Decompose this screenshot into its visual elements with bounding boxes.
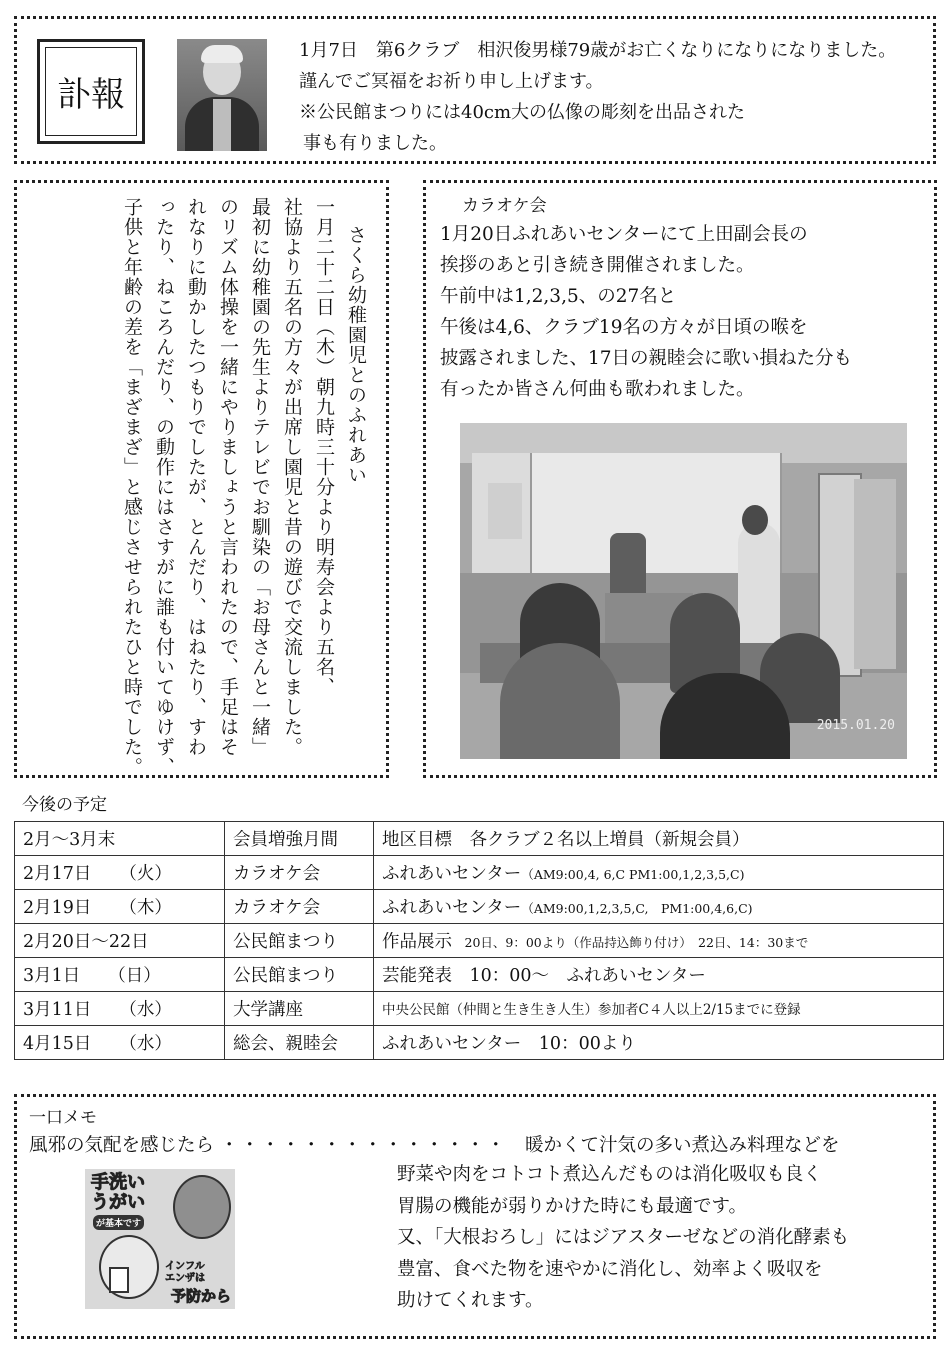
- schedule-event: 会員増強月間: [225, 822, 374, 856]
- karaoke-title: カラオケ会: [462, 196, 547, 216]
- table-row: [15, 890, 944, 924]
- schedule-date: 2月20日～22日: [15, 924, 225, 958]
- portrait-photo: [177, 39, 267, 151]
- memo-line: 野菜や肉をコトコト煮込んだものは消化吸収も良く: [397, 1164, 822, 1185]
- schedule-detail: 作品展示 20日、9：00より（作品持込飾り付け） 22日、14：30まで: [374, 924, 944, 958]
- schedule-date: 4月15日 （水）: [15, 1026, 225, 1060]
- obituary-title: 訃報: [45, 47, 137, 136]
- schedule-detail: ふれあいセンター（AM9:00,1,2,3,5,C, PM1:00,4,6,C): [374, 890, 944, 924]
- sakura-line: ったり、ねころんだり、の動作にはさすがに誰も付いてゆけず、: [153, 197, 175, 777]
- schedule-detail: 芸能発表 10：00～ ふれあいセンター: [374, 958, 944, 992]
- schedule-detail: ふれあいセンター 10：00より: [374, 1026, 944, 1060]
- karaoke-section: [423, 180, 937, 778]
- obituary-line: 1月7日 第6クラブ 相沢俊男様79歳がお亡くなりになりになりました。: [299, 40, 897, 61]
- memo-line: 豊富、食べた物を速やかに消化し、効率よく吸収を: [397, 1258, 823, 1280]
- schedule-date: 3月11日 （水）: [15, 992, 225, 1026]
- schedule-detail: ふれあいセンター（AM9:00,4, 6,C PM1:00,1,2,3,5,C): [374, 856, 944, 890]
- schedule-event: 公民館まつり: [225, 924, 374, 958]
- memo-lead: 風邪の気配を感じたら ・・・・・・・・・・・・・・ 暖かくて汁気の多い煮込み料理などを: [29, 1135, 840, 1156]
- karaoke-line: 披露されました、17日の親睦会に歌い損ねた分も: [440, 348, 853, 369]
- sakura-line: 最初に幼稚園の先生よりテレビでお馴染の「お母さんと一緒」: [249, 197, 271, 757]
- karaoke-line: 午前中は1,2,3,5、の27名と: [440, 286, 677, 307]
- karaoke-line: 挨拶のあと引き続き開催されました。: [440, 255, 755, 276]
- obituary-line: 事も有りました。: [303, 133, 447, 154]
- illus-text: 予防から: [171, 1287, 232, 1305]
- schedule-event: 公民館まつり: [225, 958, 374, 992]
- sakura-section: [14, 180, 389, 778]
- memo-text: [397, 1159, 849, 1317]
- table-row: [15, 1026, 944, 1060]
- handwash-gargle-illustration: [85, 1169, 235, 1309]
- schedule-date: 2月17日 （火）: [15, 856, 225, 890]
- illus-text: 手洗い うがい: [91, 1172, 145, 1213]
- sakura-line: 子供と年齢の差を「まざまざ」と感じさせられたひと時でした。: [121, 197, 143, 777]
- sakura-title: さくら幼稚園児とのふれあい: [345, 225, 367, 485]
- table-row: [15, 924, 944, 958]
- memo-title: 一口メモ: [29, 1108, 97, 1128]
- karaoke-photo: [460, 423, 907, 759]
- obituary-title-frame: [37, 39, 145, 144]
- memo-section: [14, 1094, 936, 1339]
- sakura-line: 一月二十二日（木）朝九時三十分より明寿会より五名、: [313, 197, 335, 697]
- karaoke-text: [440, 219, 852, 405]
- schedule-date: 2月19日 （木）: [15, 890, 225, 924]
- schedule-event: 総会、親睦会: [225, 1026, 374, 1060]
- obituary-section: [14, 16, 936, 164]
- karaoke-line: 午後は4,6、クラブ19名の方々が日頃の喉を: [440, 317, 808, 338]
- karaoke-line: 有ったか皆さん何曲も歌われました。: [440, 379, 755, 400]
- table-row: [15, 822, 944, 856]
- table-row: [15, 856, 944, 890]
- schedule-event: 大学講座: [225, 992, 374, 1026]
- schedule-title: 今後の予定: [22, 795, 107, 815]
- schedule-date: 3月1日 （日）: [15, 958, 225, 992]
- sakura-line: れなりに動かしたつもりでしたが、とんだり、はねたり、すわ: [185, 197, 207, 757]
- schedule-detail: 地区目標 各クラブ２名以上増員（新規会員）: [374, 822, 944, 856]
- obituary-text: [299, 35, 896, 159]
- schedule-detail: 中央公民館（仲間と生き生き人生）参加者C４人以上2/15までに登録: [374, 992, 944, 1026]
- obituary-line: 謹んでご冥福をお祈り申し上げます。: [299, 71, 604, 92]
- illus-text: インフル エンザは: [165, 1261, 205, 1284]
- photo-date-stamp: 2015.01.20: [816, 718, 895, 733]
- sakura-line: 社協より五名の方々が出席し園児と昔の遊びで交流しました。: [281, 197, 303, 757]
- schedule-table: [14, 821, 944, 1060]
- table-row: [15, 958, 944, 992]
- schedule-event: カラオケ会: [225, 856, 374, 890]
- schedule-event: カラオケ会: [225, 890, 374, 924]
- memo-line: 又、「大根おろし」にはジアスターゼなどの消化酵素も: [397, 1227, 850, 1248]
- illus-badge: が基本です: [93, 1215, 144, 1230]
- memo-line: 助けてくれます。: [397, 1290, 544, 1311]
- memo-line: 胃腸の機能が弱りかけた時にも最適です。: [397, 1195, 748, 1217]
- schedule-date: 2月～3月末: [15, 822, 225, 856]
- obituary-line: ※公民館まつりには40cm大の仏像の彫刻を出品された: [299, 102, 746, 123]
- table-row: [15, 992, 944, 1026]
- sakura-vertical-text: [27, 197, 372, 777]
- karaoke-line: 1月20日ふれあいセンターにて上田副会長の: [440, 224, 808, 245]
- sakura-line: のリズム体操を一緒にやりましょうと言われたので、手足はそ: [217, 197, 239, 757]
